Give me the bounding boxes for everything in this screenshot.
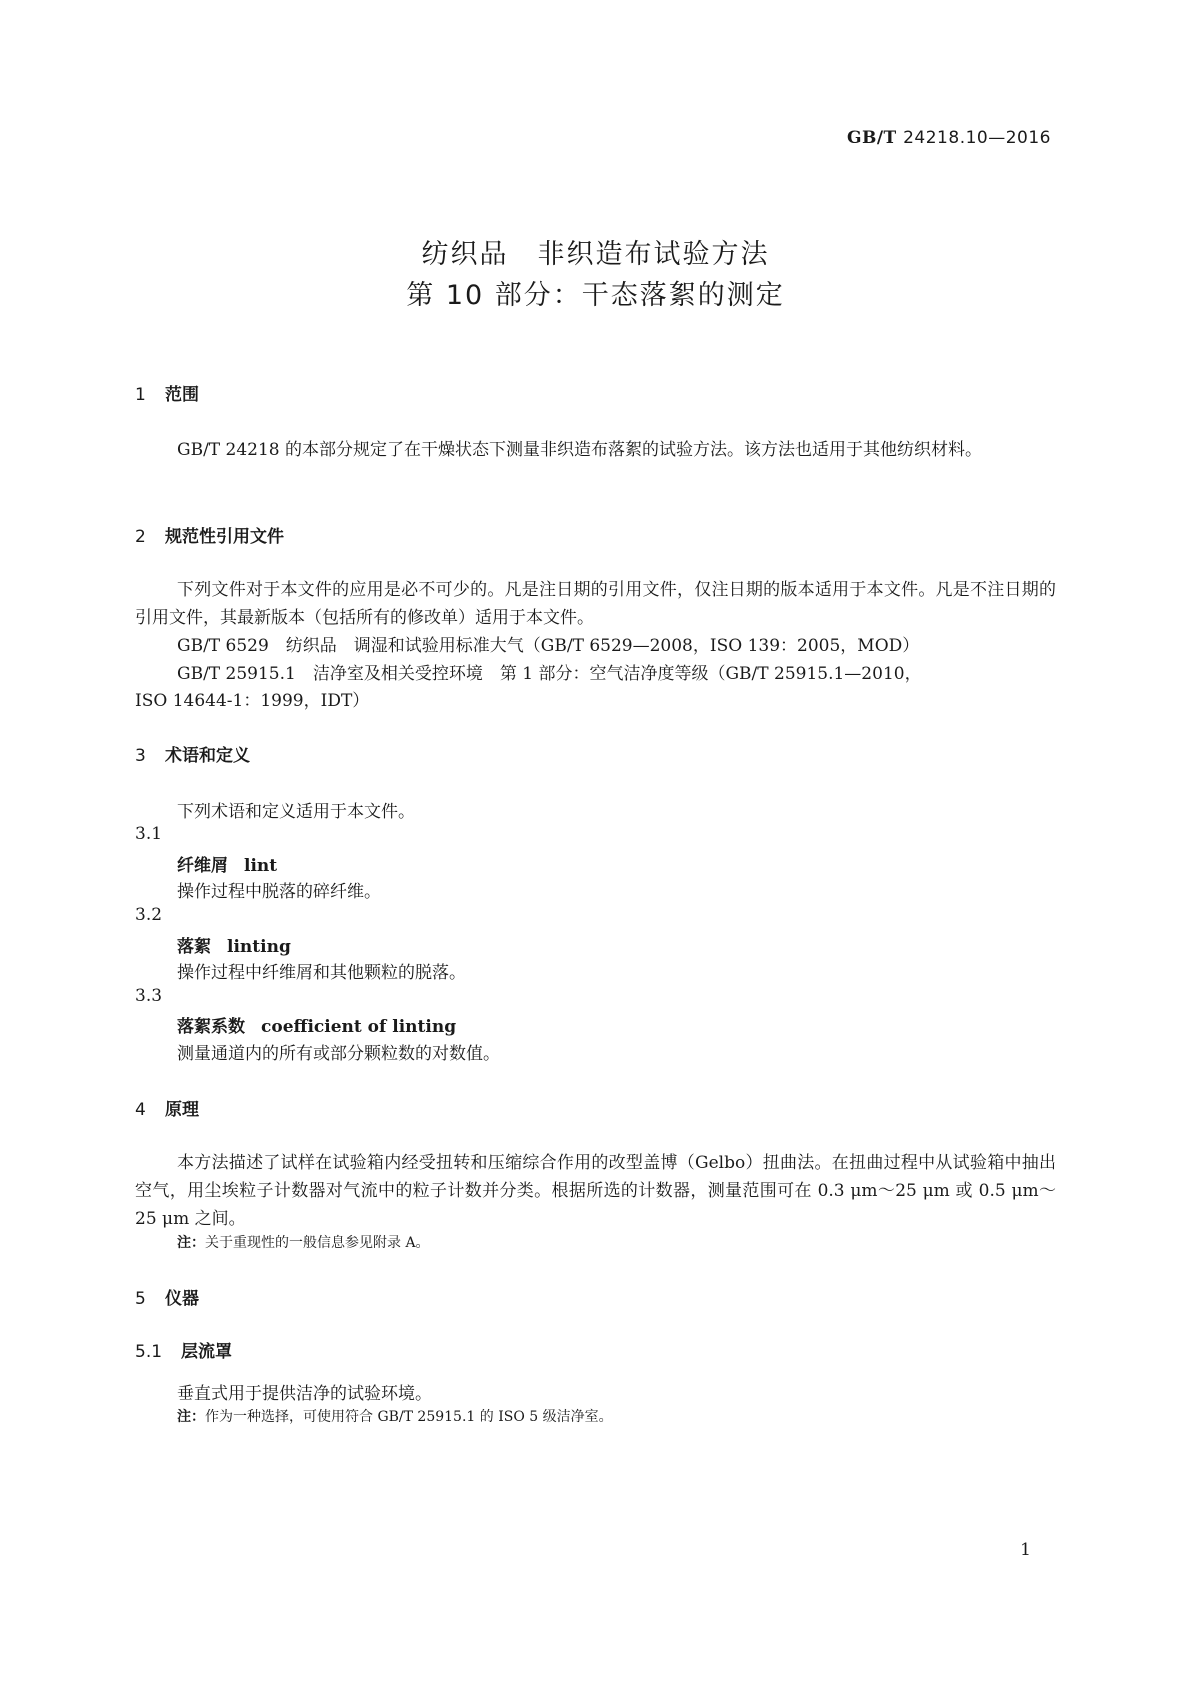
term-chinese: 纤维屑 [177, 856, 228, 876]
note-text: 作为一种选择，可使用符合 GB/T 25915.1 的 ISO 5 级洁净室。 [205, 1409, 613, 1425]
section-number: 1 [135, 385, 146, 405]
section-2-paragraph: 下列文件对于本文件的应用是必不可少的。凡是注日期的引用文件，仅注日期的版本适用于本文件。凡是不注日期的引用文件，其最新版本（包括所有的修改单）适用于本文件。 [135, 580, 1056, 628]
term-chinese: 落絮系数 [177, 1017, 245, 1037]
term-number: 3.3 [135, 986, 163, 1006]
term-number: 3.1 [135, 824, 163, 844]
subsection-5-1-note [177, 1406, 613, 1426]
section-3-intro: 下列术语和定义适用于本文件。 [177, 802, 415, 822]
section-4-paragraph: 本方法描述了试样在试验箱内经受扭转和压缩综合作用的改型盖博（Gelbo）扭曲法。在扭曲过程中从试验箱中抽出空气，用尘埃粒子计数器对气流中的粒子计数并分类。根据所选的计数器，测量范围可在 0.3 μm～25 μm 或 0.5 μm～25 μm 之间。 [135, 1153, 1056, 1229]
note-label: 注： [177, 1235, 205, 1251]
section-5-heading [135, 1284, 199, 1309]
subsection-5-1-heading [135, 1337, 232, 1362]
term-english: coefficient of linting [261, 1017, 457, 1037]
section-title: 仪器 [165, 1289, 199, 1309]
standard-prefix: GB/T [846, 128, 897, 148]
note-text: 关于重现性的一般信息参见附录 A。 [205, 1235, 430, 1251]
section-4-heading [135, 1095, 199, 1120]
document-title-line1: 纺织品 非织造布试验方法 [421, 239, 770, 270]
section-2-heading [135, 522, 284, 547]
term-title [177, 851, 277, 876]
subsection-5-1-paragraph: 垂直式用于提供洁净的试验环境。 [177, 1384, 432, 1404]
reference-2-line2: ISO 14644-1：1999，IDT） [135, 691, 370, 711]
reference-1: GB/T 6529 纺织品 调湿和试验用标准大气（GB/T 6529—2008，ISO 139：2005，MOD） [177, 636, 920, 656]
section-3-heading [135, 741, 250, 766]
term-title [177, 932, 291, 957]
standard-code [847, 128, 1051, 148]
term-definition: 操作过程中纤维屑和其他颗粒的脱落。 [177, 963, 466, 983]
term-definition: 测量通道内的所有或部分颗粒数的对数值。 [177, 1044, 500, 1064]
section-4-note [177, 1232, 430, 1252]
page-number: 1 [1020, 1540, 1031, 1560]
term-english: lint [244, 856, 278, 876]
section-number: 2 [135, 527, 146, 547]
section-title: 原理 [165, 1100, 199, 1120]
document-title-line2: 第 10 部分：干态落絮的测定 [406, 280, 785, 311]
note-label: 注： [177, 1409, 205, 1425]
section-title: 规范性引用文件 [165, 527, 284, 547]
standard-number: 24218.10—2016 [903, 128, 1051, 148]
section-number: 5.1 [135, 1342, 163, 1362]
reference-2-line1: GB/T 25915.1 洁净室及相关受控环境 第 1 部分：空气洁净度等级（GB/T 25915.1—2010， [177, 664, 922, 684]
term-number: 3.2 [135, 905, 163, 925]
section-1-heading [135, 380, 199, 405]
term-definition: 操作过程中脱落的碎纤维。 [177, 882, 381, 902]
section-number: 4 [135, 1100, 146, 1120]
section-number: 5 [135, 1289, 146, 1309]
section-number: 3 [135, 746, 146, 766]
section-title: 术语和定义 [165, 746, 250, 766]
section-1-paragraph: GB/T 24218 的本部分规定了在干燥状态下测量非织造布落絮的试验方法。该方法也适用于其他纺织材料。 [177, 440, 983, 460]
term-chinese: 落絮 [177, 937, 211, 957]
term-english: linting [227, 937, 291, 957]
section-title: 范围 [165, 385, 199, 405]
term-title [177, 1012, 456, 1037]
section-title: 层流罩 [181, 1342, 232, 1362]
